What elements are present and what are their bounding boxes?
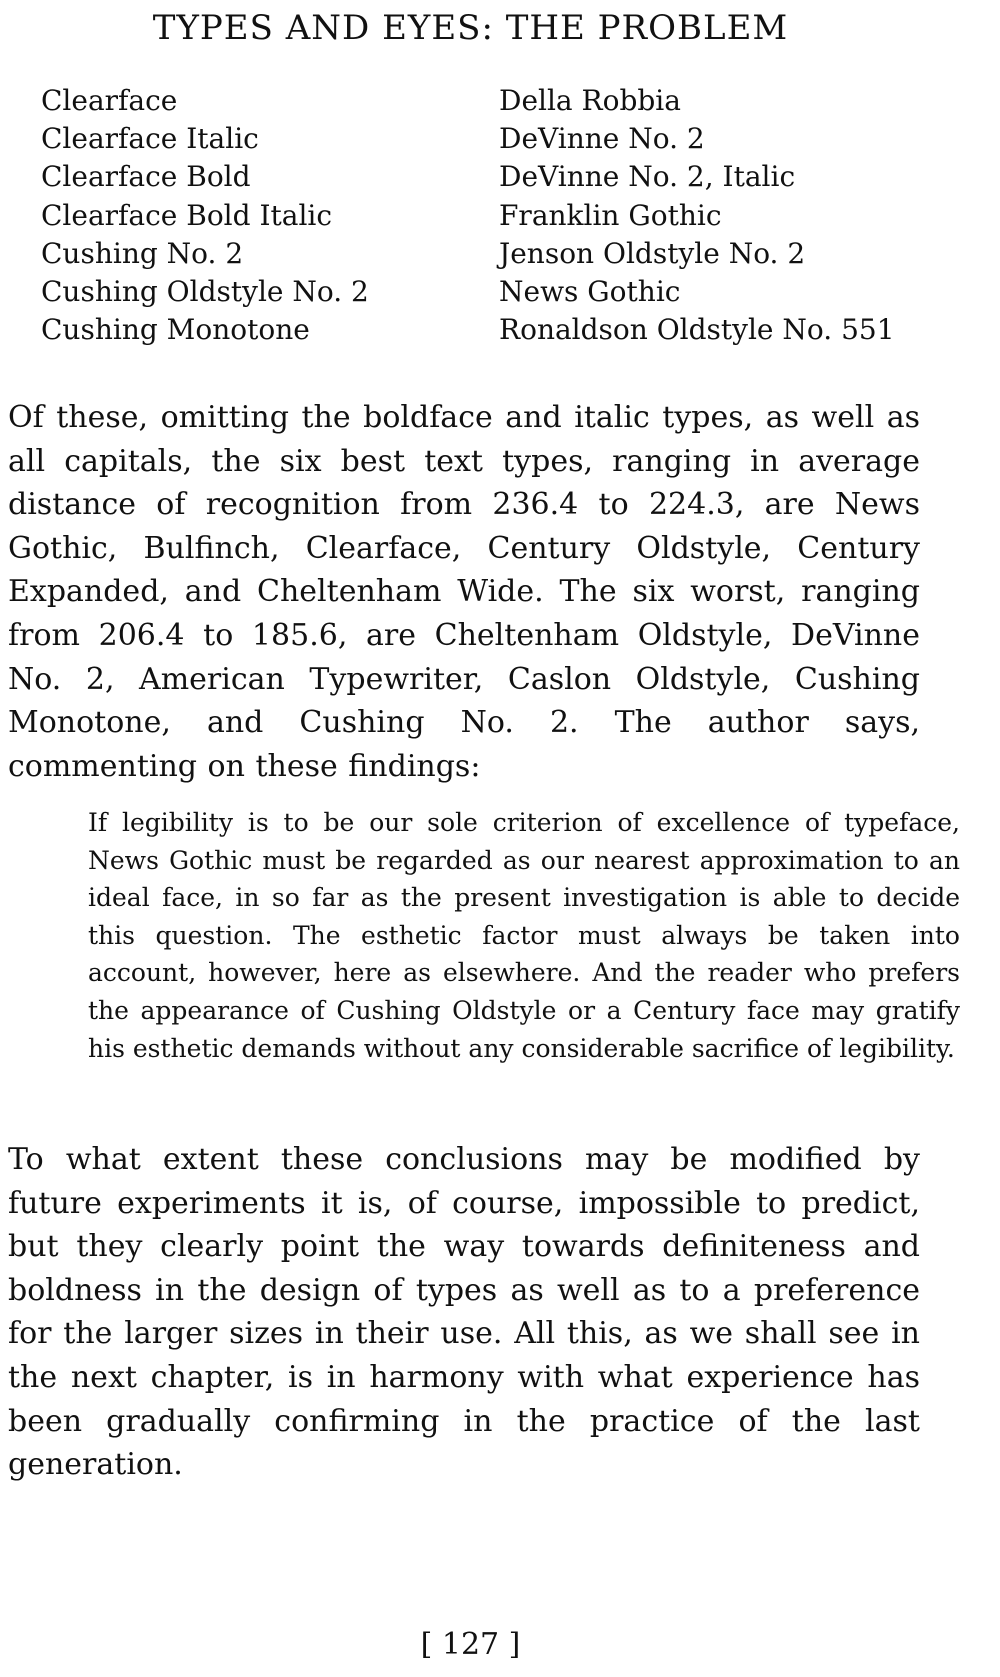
- body-paragraph-conclusion: To what extent these conclusions may be modified by future experiments it is, of course, impossible to predict, but they clearly point the way towards definiteness and boldness in the design of types as well as to a preference for the larger sizes in their use. All this, as we shall see in the next chapter, is in harmony with what experience has been gradually confirming in the practice of the last generation.: [8, 1142, 920, 1483]
- block-quotation: If legibility is to be our sole criterion of excellence of typeface, News Gothic must be regarded as our nearest approximation to an ideal face, in so far as the present investigation is able to decide this question. The esthetic factor must always be taken into account, however, here as elsewhere. And the reader who prefers the appearance of Cushing Oldstyle or a Century face may gratify his esthetic demands without any considerable sacrifice of legibility.: [88, 808, 960, 1063]
- book-page: [8, 0, 960, 1677]
- type-list-item: Jenson Oldstyle No. 2: [499, 236, 806, 270]
- type-list-item: Cushing No. 2: [41, 236, 244, 270]
- type-list-item: Clearface Italic: [41, 122, 259, 156]
- type-list-item: Clearface Bold Italic: [41, 198, 333, 232]
- type-list-item: Della Robbia: [499, 84, 681, 117]
- type-list-left-column: [41, 82, 369, 349]
- type-list-item: Franklin Gothic: [499, 198, 722, 232]
- type-list-item: Cushing Oldstyle No. 2: [41, 275, 369, 309]
- page-number: [ 127 ]: [420, 1627, 521, 1662]
- type-list-item: Cushing Monotone: [41, 313, 310, 347]
- type-list-item: Clearface Bold: [41, 160, 251, 194]
- type-list-item: DeVinne No. 2: [499, 122, 705, 156]
- body-paragraph-findings: Of these, omitting the boldface and italic types, as well as all capitals, the six best text types, ranging in average distance of recognition from 236.4 to 224.3, are News Gothic, Bulfinch, Clearface, Century Oldstyle, Century Expanded, and Cheltenham Wide. The six worst, ranging from 206.4 to 185.6, are Cheltenham Oldstyle, DeVinne No. 2, American Typewriter, Caslon Oldstyle, Cushing Monotone, and Cushing No. 2. The author says, commenting on these findings:: [8, 400, 920, 784]
- type-list-item: DeVinne No. 2, Italic: [499, 160, 796, 194]
- type-list-item: Ronaldson Oldstyle No. 551: [499, 313, 895, 347]
- running-head: TYPES AND EYES: THE PROBLEM: [152, 8, 789, 48]
- type-list-right-column: [499, 82, 895, 349]
- type-list-item: Clearface: [41, 84, 178, 117]
- type-list-item: News Gothic: [499, 275, 681, 309]
